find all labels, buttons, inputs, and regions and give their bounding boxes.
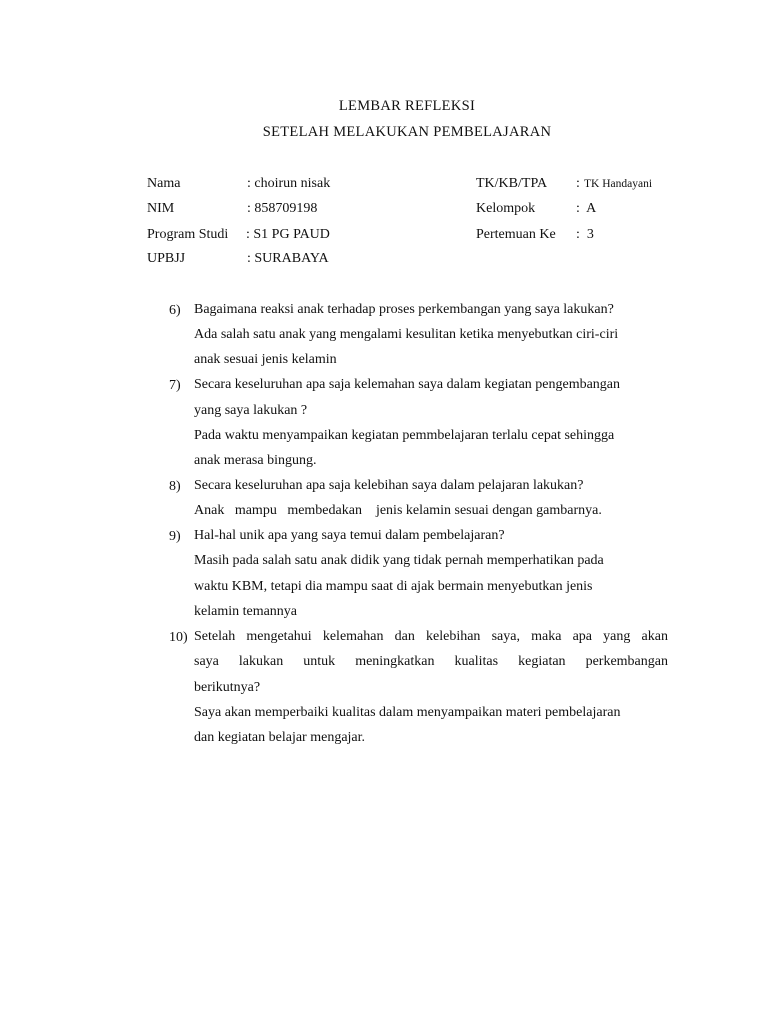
- answer-text: Pada waktu menyampaikan kegiatan pemmbelajaran terlalu cepat sehingga: [194, 428, 615, 443]
- kelompok-label: Kelompok: [476, 201, 536, 216]
- answer-text: Ada salah satu anak yang mengalami kesulitan ketika menyebutkan ciri-ciri: [194, 327, 619, 342]
- answer-text: Anak mampu membedakan jenis kelamin sesuai dengan gambarnya.: [194, 503, 602, 518]
- nama-label: Nama: [147, 176, 181, 191]
- pertemuan-label: Pertemuan Ke: [476, 227, 556, 242]
- question-text: saya lakukan untuk meningkatkan kualitas kegiatan perkembangan: [194, 654, 668, 669]
- question-number: 10): [169, 630, 188, 645]
- answer-text: anak sesuai jenis kelamin: [194, 352, 337, 367]
- question-number: 7): [169, 378, 181, 393]
- upbjj-value: : SURABAYA: [247, 251, 329, 266]
- document-subtitle: SETELAH MELAKUKAN PEMBELAJARAN: [262, 124, 552, 140]
- question-number: 6): [169, 303, 181, 318]
- answer-text: anak merasa bingung.: [194, 453, 317, 468]
- question-text: berikutnya?: [194, 680, 261, 695]
- kelompok-value: : A: [576, 201, 597, 216]
- answer-text: Masih pada salah satu anak didik yang tidak pernah memperhatikan pada: [194, 553, 604, 568]
- upbjj-label: UPBJJ: [147, 251, 186, 266]
- question-text: Bagaimana reaksi anak terhadap proses perkembangan yang saya lakukan?: [194, 302, 614, 317]
- nim-value: : 858709198: [247, 201, 318, 216]
- answer-text: kelamin temannya: [194, 604, 298, 619]
- pertemuan-value: : 3: [576, 227, 594, 242]
- answer-text: waktu KBM, tetapi dia mampu saat di ajak bermain menyebutkan jenis: [194, 579, 593, 594]
- question-text: Hal-hal unik apa yang saya temui dalam pembelajaran?: [194, 528, 505, 543]
- tk-value: TK Handayani: [584, 178, 653, 190]
- document-title: LEMBAR REFLEKSI: [338, 98, 476, 114]
- answer-text: dan kegiatan belajar mengajar.: [194, 730, 366, 745]
- question-number: 8): [169, 479, 181, 494]
- tk-colon: :: [576, 176, 580, 191]
- question-text: Setelah mengetahui kelemahan dan kelebihan saya, maka apa yang akan: [194, 629, 668, 644]
- question-text: Secara keseluruhan apa saja kelemahan saya dalam kegiatan pengembangan: [194, 377, 621, 392]
- question-text: yang saya lakukan ?: [194, 403, 308, 418]
- question-text: Secara keseluruhan apa saja kelebihan saya dalam pelajaran lakukan?: [194, 478, 584, 493]
- answer-text: Saya akan memperbaiki kualitas dalam menyampaikan materi pembelajaran: [194, 705, 621, 720]
- tk-label: TK/KB/TPA: [476, 176, 548, 191]
- nama-value: : choirun nisak: [247, 176, 331, 191]
- program-studi-label: Program Studi: [147, 227, 229, 242]
- program-studi-value: : S1 PG PAUD: [246, 227, 330, 242]
- nim-label: NIM: [147, 201, 175, 216]
- question-number: 9): [169, 529, 181, 544]
